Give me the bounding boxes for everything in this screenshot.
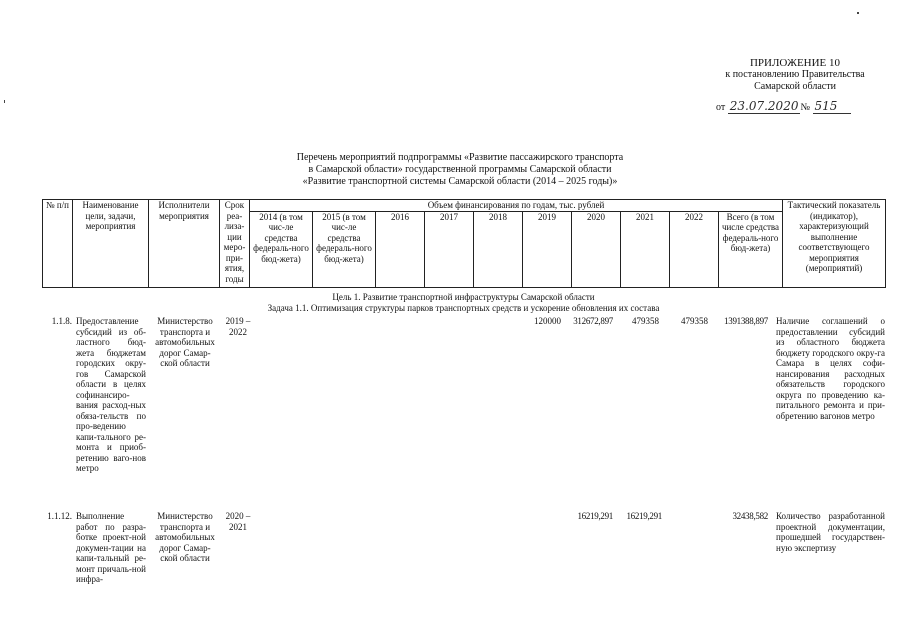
row-num: 1.1.8. [51, 316, 72, 326]
row-exec: Министерство транспорта и автомобильных дорог Самар-ской области [155, 511, 215, 563]
annex-title: ПРИЛОЖЕНИЕ 10 [749, 57, 841, 69]
row-2021: 479358 [632, 316, 659, 326]
header-2016: 2016 [376, 211, 425, 287]
header-volume: Объем финансирования по годам, тыс. рублей [250, 200, 783, 212]
row-total: 32438,582 [732, 511, 768, 521]
title-line-2: в Самарской области» государственной программы Самарской области [308, 164, 612, 175]
row-term: 2020 – 2021 [225, 511, 251, 532]
header-2020: 2020 [572, 211, 621, 287]
header-indicator: Тактический показатель (индикатор), характеризующий выполнение соответствующего мероприятия (мероприятий) [783, 200, 886, 288]
header-2017: 2017 [425, 211, 474, 287]
row-indicator: Наличие соглашений о предоставлении субсидий из областного бюджета бюджету городского окру-га Самара в целях софи-нансирования расходных обязательств городского округа по проведению ка-питального ремонта и при-обретению вагонов метро [776, 316, 885, 421]
annex-block [700, 57, 890, 93]
date-prefix: от [716, 102, 726, 113]
scan-speck [4, 100, 5, 103]
row-num: 1.1.12. [47, 511, 72, 521]
header-total: Всего (в том числе средства федераль-ного бюд-жета) [719, 211, 783, 287]
header-2018: 2018 [474, 211, 523, 287]
row-2020: 312672,897 [573, 316, 613, 326]
header-term: Срок реа-лиза-ции меро-при-ятия, годы [220, 200, 250, 288]
title-line-3: «Развитие транспортной системы Самарской области (2014 – 2025 годы)» [302, 176, 618, 187]
header-table [42, 199, 886, 288]
header-2019: 2019 [523, 211, 572, 287]
header-2021: 2021 [621, 211, 670, 287]
row-2021: 16219,291 [626, 511, 662, 521]
goal-heading: Цель 1. Развитие транспортной инфраструктуры Самарской области [332, 292, 595, 302]
header-2014: 2014 (в том чис-ле средства федераль-ного бюд-жета) [250, 211, 313, 287]
row-2019: 120000 [534, 316, 561, 326]
annex-date-line [716, 99, 851, 113]
row-term: 2019 – 2022 [225, 316, 251, 337]
title-line-1: Перечень мероприятий подпрограммы «Развитие пассажирского транспорта [296, 152, 624, 163]
row-name: Предоставление субсидий из об-ластного бюд-жета бюджетам городских окру-гов Самарской области в целях софинансиро-вания расход-ных обяза-тельств по про-ведению капи-тального ре-монта и приоб-ретению ваго-нов метро [76, 316, 146, 473]
annex-line-1: к постановлению Правительства [725, 69, 865, 80]
header-2022: 2022 [670, 211, 719, 287]
header-exec: Исполнители мероприятия [149, 200, 220, 288]
date-handwritten: 23.07.2020 [729, 99, 799, 113]
row-name: Выполнение работ по разра-ботке проект-ной докумен-тации на капи-тальный ре-монт причаль-ной инфра- [76, 511, 146, 584]
row-2020: 16219,291 [577, 511, 613, 521]
header-2015: 2015 (в том чис-ле средства федераль-ного бюд-жета) [313, 211, 376, 287]
annex-line-2: Самарской области [754, 81, 836, 92]
header-name: Наименование цели, задачи, мероприятия [73, 200, 149, 288]
header-num: № п/п [43, 200, 73, 288]
document-title [180, 152, 740, 188]
row-indicator: Количество разработанной проектной документации, прошедшей государствен-ную экспертизу [776, 511, 885, 553]
number-prefix: № [800, 102, 811, 113]
number-handwritten: 515 [813, 99, 852, 114]
row-2022: 479358 [681, 316, 708, 326]
row-total: 1391388,897 [724, 316, 768, 326]
row-exec: Министерство транспорта и автомобильных дорог Самар-ской области [155, 316, 215, 368]
scan-speck [857, 12, 859, 14]
task-heading: Задача 1.1. Оптимизация структуры парков транспортных средств и ускорение обновления их состава [267, 303, 660, 313]
